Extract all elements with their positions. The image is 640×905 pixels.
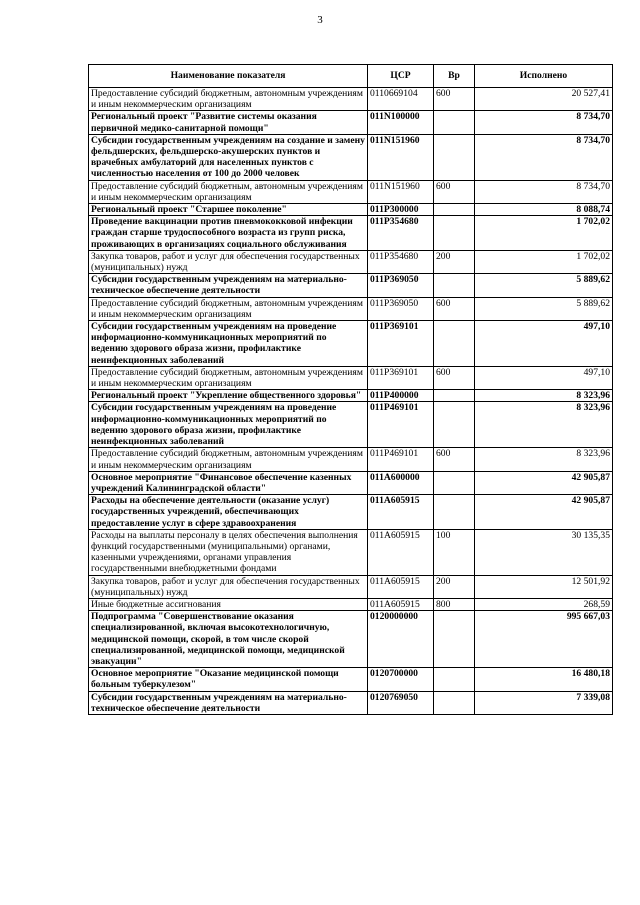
cell-csr: 011А605915 [368, 598, 434, 610]
cell-amount: 268,59 [475, 598, 613, 610]
cell-amount: 497,10 [475, 321, 613, 367]
cell-name: Предоставление субсидий бюджетным, автономным учреждениям и иным некоммерческим организациям [89, 180, 368, 203]
budget-execution-table [88, 64, 613, 715]
table-row [89, 390, 613, 402]
table-row [89, 366, 613, 389]
cell-vr [434, 216, 475, 251]
cell-name: Субсидии государственным учреждениям на материально-техническое обеспечение деятельности [89, 274, 368, 297]
cell-amount: 8 323,96 [475, 402, 613, 448]
cell-amount: 5 889,62 [475, 274, 613, 297]
header-csr: ЦСР [368, 65, 434, 88]
cell-name: Субсидии государственным учреждениям на проведение информационно-коммуникационных мероприятий по ведению здорового образа жизни, профилактике неинфекционных заболеваний [89, 402, 368, 448]
cell-amount: 8 734,70 [475, 134, 613, 180]
table-row [89, 180, 613, 203]
cell-amount: 1 702,02 [475, 216, 613, 251]
cell-amount: 995 667,03 [475, 611, 613, 668]
cell-vr [434, 495, 475, 530]
cell-name: Расходы на выплаты персоналу в целях обеспечения выполнения функций государственными (муниципальными) органами, казенными учреждениями, органами управления государственными внебюджетными фондами [89, 529, 368, 575]
cell-amount: 16 480,18 [475, 668, 613, 691]
cell-vr: 600 [434, 448, 475, 471]
cell-name: Предоставление субсидий бюджетным, автономным учреждениям и иным некоммерческим организациям [89, 88, 368, 111]
cell-amount: 8 734,70 [475, 111, 613, 134]
cell-vr [434, 204, 475, 216]
header-amount: Исполнено [475, 65, 613, 88]
cell-vr: 600 [434, 88, 475, 111]
table-row [89, 668, 613, 691]
cell-vr: 200 [434, 250, 475, 273]
cell-vr [434, 134, 475, 180]
cell-name: Субсидии государственным учреждениям на проведение информационно-коммуникационных мероприятий по ведению здорового образа жизни, профилактике неинфекционных заболеваний [89, 321, 368, 367]
cell-csr: 011А600000 [368, 471, 434, 494]
cell-name: Основное мероприятие "Финансовое обеспечение казенных учреждений Калининградской области" [89, 471, 368, 494]
table-row [89, 204, 613, 216]
cell-amount: 12 501,92 [475, 575, 613, 598]
cell-vr [434, 691, 475, 714]
cell-csr: 0120769050 [368, 691, 434, 714]
cell-vr: 200 [434, 575, 475, 598]
cell-csr: 011А605915 [368, 575, 434, 598]
cell-vr [434, 111, 475, 134]
cell-vr [434, 274, 475, 297]
table-row [89, 529, 613, 575]
cell-csr: 011P469101 [368, 448, 434, 471]
cell-csr: 011P354680 [368, 216, 434, 251]
cell-amount: 20 527,41 [475, 88, 613, 111]
cell-amount: 7 339,08 [475, 691, 613, 714]
cell-name: Региональный проект "Укрепление общественного здоровья" [89, 390, 368, 402]
cell-amount: 5 889,62 [475, 297, 613, 320]
table-row [89, 611, 613, 668]
cell-vr [434, 471, 475, 494]
table-row [89, 297, 613, 320]
page-number: 3 [317, 14, 323, 26]
cell-csr: 011P354680 [368, 250, 434, 273]
cell-csr: 0120000000 [368, 611, 434, 668]
cell-amount: 42 905,87 [475, 471, 613, 494]
cell-csr: 011P369050 [368, 297, 434, 320]
cell-name: Региональный проект "Развитие системы оказания первичной медико-санитарной помощи" [89, 111, 368, 134]
table-row [89, 216, 613, 251]
table-row [89, 495, 613, 530]
cell-amount: 30 135,35 [475, 529, 613, 575]
cell-csr: 011N100000 [368, 111, 434, 134]
cell-csr: 011P300000 [368, 204, 434, 216]
cell-csr: 011P369101 [368, 366, 434, 389]
cell-csr: 011P469101 [368, 402, 434, 448]
header-vr: Вр [434, 65, 475, 88]
table-row [89, 88, 613, 111]
table-row [89, 471, 613, 494]
table-row [89, 598, 613, 610]
cell-name: Региональный проект "Старшее поколение" [89, 204, 368, 216]
table-row [89, 250, 613, 273]
cell-vr [434, 611, 475, 668]
cell-amount: 8 323,96 [475, 390, 613, 402]
cell-csr: 011P400000 [368, 390, 434, 402]
cell-amount: 42 905,87 [475, 495, 613, 530]
cell-name: Предоставление субсидий бюджетным, автономным учреждениям и иным некоммерческим организациям [89, 366, 368, 389]
cell-csr: 011А605915 [368, 529, 434, 575]
cell-csr: 011А605915 [368, 495, 434, 530]
cell-amount: 8 323,96 [475, 448, 613, 471]
cell-name: Проведение вакцинации против пневмококковой инфекции граждан старше трудоспособного возраста из групп риска, проживающих в организациях социального обслуживания [89, 216, 368, 251]
cell-vr [434, 402, 475, 448]
cell-name: Расходы на обеспечение деятельности (оказание услуг) государственных учреждений, обеспечивающих предоставление услуг в сфере здравоохранения [89, 495, 368, 530]
cell-name: Иные бюджетные ассигнования [89, 598, 368, 610]
cell-vr: 800 [434, 598, 475, 610]
cell-vr: 100 [434, 529, 475, 575]
table-row [89, 134, 613, 180]
table-row [89, 111, 613, 134]
table-row [89, 575, 613, 598]
cell-name: Предоставление субсидий бюджетным, автономным учреждениям и иным некоммерческим организациям [89, 448, 368, 471]
cell-csr: 011N151960 [368, 134, 434, 180]
cell-name: Подпрограмма "Совершенствование оказания специализированной, включая высокотехнологичную, медицинской помощи, скорой, в том числе скорой специализированной, медицинской помощи, медицинской эвакуации" [89, 611, 368, 668]
cell-vr [434, 668, 475, 691]
table-row [89, 402, 613, 448]
cell-csr: 011P369050 [368, 274, 434, 297]
cell-vr: 600 [434, 180, 475, 203]
cell-amount: 497,10 [475, 366, 613, 389]
cell-vr [434, 390, 475, 402]
table-row [89, 321, 613, 367]
cell-vr: 600 [434, 366, 475, 389]
cell-amount: 1 702,02 [475, 250, 613, 273]
cell-amount: 8 088,74 [475, 204, 613, 216]
table-body [89, 88, 613, 715]
cell-name: Основное мероприятие "Оказание медицинской помощи больным туберкулезом" [89, 668, 368, 691]
table-row [89, 448, 613, 471]
cell-csr: 0110669104 [368, 88, 434, 111]
cell-csr: 0120700000 [368, 668, 434, 691]
cell-vr: 600 [434, 297, 475, 320]
table-header-row [89, 65, 613, 88]
cell-amount: 8 734,70 [475, 180, 613, 203]
cell-name: Закупка товаров, работ и услуг для обеспечения государственных (муниципальных) нужд [89, 575, 368, 598]
cell-vr [434, 321, 475, 367]
cell-csr: 011N151960 [368, 180, 434, 203]
cell-name: Субсидии государственным учреждениям на создание и замену фельдшерских, фельдшерско-акушерских пунктов и врачебных амбулаторий для населенных пунктов с численностью населения от 100 до 2000 человек [89, 134, 368, 180]
cell-name: Закупка товаров, работ и услуг для обеспечения государственных (муниципальных) нужд [89, 250, 368, 273]
cell-name: Предоставление субсидий бюджетным, автономным учреждениям и иным некоммерческим организациям [89, 297, 368, 320]
table-row [89, 274, 613, 297]
cell-csr: 011P369101 [368, 321, 434, 367]
table-row [89, 691, 613, 714]
header-name: Наименование показателя [89, 65, 368, 88]
cell-name: Субсидии государственным учреждениям на материально-техническое обеспечение деятельности [89, 691, 368, 714]
